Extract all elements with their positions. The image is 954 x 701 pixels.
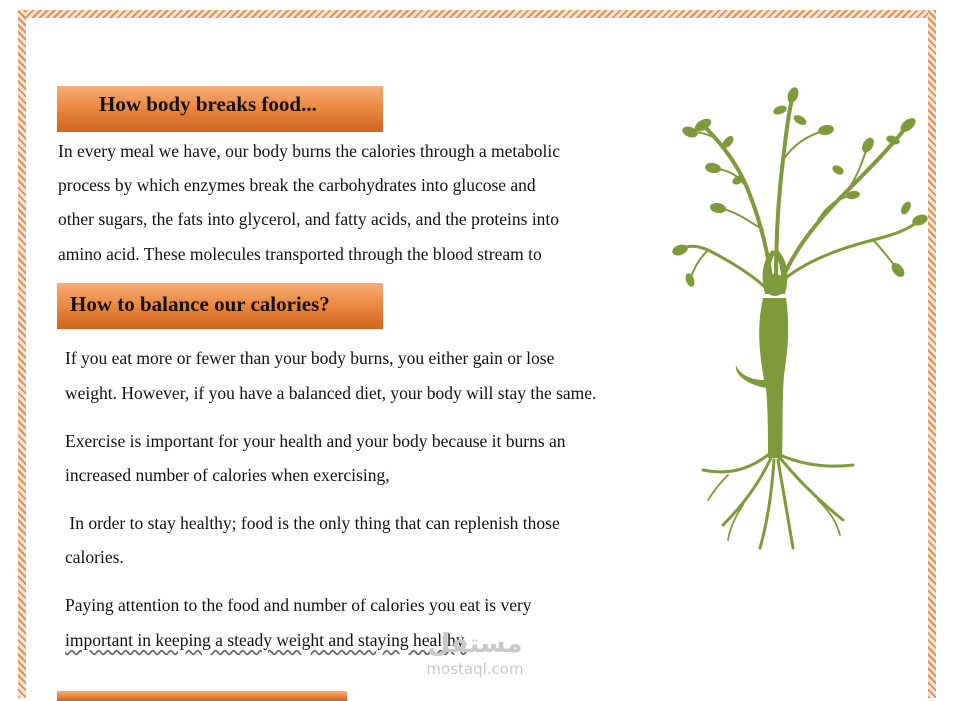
body-text-line: calories. bbox=[65, 547, 124, 567]
body-text-line: weight. However, if you have a balanced diet, your body will stay the same. bbox=[65, 383, 597, 403]
heading-next-section-partial bbox=[57, 691, 347, 701]
body-text-line: process by which enzymes break the carbohydrates into glucose and bbox=[58, 175, 536, 195]
body-text-line: other sugars, the fats into glycerol, and fatty acids, and the proteins into bbox=[58, 209, 560, 229]
body-text-line: amino acid. These molecules transported through the blood stream to bbox=[58, 244, 542, 264]
body-text-line: important in keeping a steady weight and staying healthy. bbox=[65, 630, 468, 650]
watermark-text: mostaql.com bbox=[426, 660, 524, 678]
decorative-border-top bbox=[18, 10, 936, 18]
decorative-border-left bbox=[18, 10, 26, 698]
body-text-line: Paying attention to the food and number of calories you eat is very bbox=[65, 595, 532, 615]
heading-how-body-breaks-food: How body breaks food... bbox=[57, 86, 383, 132]
watermark-logo: مستقل bbox=[427, 629, 523, 659]
yoga-tree-illustration bbox=[668, 80, 930, 555]
mostaql-watermark bbox=[400, 628, 550, 684]
body-text-line: Exercise is important for your health and your body because it burns an bbox=[65, 431, 566, 451]
body-text-line: increased number of calories when exercising, bbox=[65, 465, 390, 485]
heading-how-to-balance-calories: How to balance our calories? bbox=[57, 283, 383, 329]
body-text-line: In order to stay healthy; food is the only thing that can replenish those bbox=[65, 513, 560, 533]
body-text-line: In every meal we have, our body burns the calories through a metabolic bbox=[58, 141, 560, 161]
body-text-line: If you eat more or fewer than your body burns, you either gain or lose bbox=[65, 348, 555, 368]
